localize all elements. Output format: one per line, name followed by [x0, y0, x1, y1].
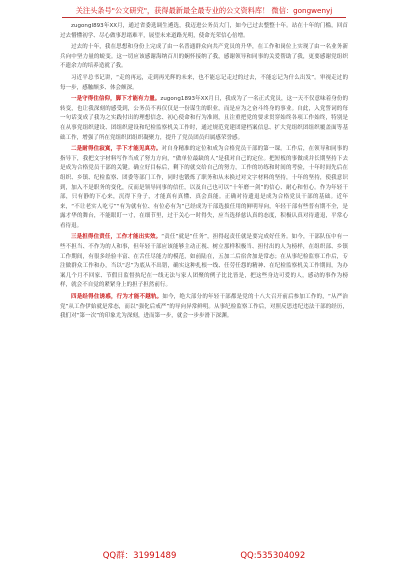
paragraph-text: zugong1893年XX月日，我成为了一名正式党员，这一天不仅意味着身份的转变，也让我深刻的感受到，公务员不再仅仅是一份谋生的职业，而是应为之奋斗终身的事业。自此，入党誓词的每一句话变成了我为之实践付出的理想信念、初心使命和行为准则，且注重把党的要求贯穿始终各项工作始终，特别是在从事党组织建设、团组织建设和纪检监察机关工作时，通过规范党建团建档案信息、扩大党组织团组织覆盖面等基础工作，增强了所在党组织团组织凝聚力，提升了党员团员归属感荣誉感。 [60, 96, 349, 141]
paragraph-heading: 三是担得住责任，工作才能出实效。 [71, 234, 162, 241]
header-divider [62, 17, 346, 18]
paragraph-text: 过去的十年，我在思想和身份上完成了由一名普通群众向共产党员的升华，在工作和岗位上实现了由一名业务新兵向中坚力量的蜕变。这一切应该感谢海纳百川的娴怀接纳了我，感谢领导和同事的关爱帮助了我，更要感谢党组织不遗余力的培养造就了我。 [60, 44, 348, 70]
qq-group: QQ群：31991489 [102, 551, 177, 561]
paragraph [60, 293, 348, 322]
paragraph-text: 如今，绝大部分的年轻干部都是党的十八大召开前后参加工作的，“从严治党”从工作伊始就是常态，而以“强化后戒严”的导向异常鲜明。从事纪检监察工作后，对照反思违纪违法干部的经历，我们对“第一次”的印象尤为深刻，进而第一步，就会一步步滑下深渊。 [60, 294, 348, 320]
header-banner: 关注头条号"公文研究"，获得最新最全最专业的公文资料库！ 微信：gongwenyj [75, 6, 333, 15]
footer-contact [0, 549, 408, 561]
paragraph [60, 95, 348, 143]
paragraph [60, 233, 348, 291]
paragraph-heading: 一是守得住信仰，脚下才能有力量。 [71, 96, 161, 103]
paragraph [60, 22, 348, 41]
paragraph-text: “责任”就是“任务”，担得起责任就是要完成好任务。如今，干部队伍中有一些不担当、不作为的人和事，但年轻干部应该能够主动正视、树立那样积极当、担付出的人为榜样，在组织部、乡镇工作期间，有很多经验丰富、在舌任尽能力的模范，如前陆在，五加二后宿舍加是常态；在从事纪检监察工作后，专注做群众工作和办，当以“忍”为底从不出错，确实这种扎根一线、任劳任怨的精神、在纪检监察机关工作期间，为办案几个月不回家、节假日监督执纪在一线无法与家人团聚的例子比比皆是，把这些身边可爱的人，感动的事作为榜样，就会不自觉的紧紧身上的担子担然前行。 [60, 234, 348, 289]
qq-number: QQ:535304092 [240, 551, 306, 561]
paragraph [60, 74, 348, 93]
paragraph-text: 对自身精准的定位和成为合格党员干部的第一课。工作后，在领导和同事的指导下，我把文字材料写作当成了努力方向，“做单位最缺的人”是我对自己的定位。把短板的事做成并长期坚持下去是成为合格党员干部的关键。确立好目标后，剩下的就交给自己的努力，工作的坊练和时间的考验，十年时间先后在组织、乡镇、纪检监察、团委等部门工作，同时也锻炼了职务和从未换过对文字材料的坚持，十年的坚持，使我意识到，加入不是职务的变化，反而是领导同事的信任，以及自己也可以“十年磨一剑”的信心、耐心和恒心。作为年轻干部，只有静的下心来，沉得下身子，才能真有真懂、真会真能。正确对待遗退是成为合格党员干部的基础。近年来，“不让老实人吃亏”“有为就有位、有位必有为”已经成为干部选拔任用的鲜明导向，年轻干部有些普有期不全，是露才华的舞台，不能眼盯一寸，在细节里，过于关心一时得失，应当选择慈认真的态度，积极认真对待遗退，平常心看待退。 [60, 146, 348, 229]
paragraph [60, 43, 348, 72]
paragraph [60, 145, 348, 231]
paragraph-heading: 二是耐得住寂寞，手下才能见真功。 [71, 146, 162, 153]
paragraph-text: zugongl893年XX月，通过省委选调生遴选，我迈进公务员大门，如今已过去整整十年。站在十年的门槛，回首过去懵懂初学、尽心做事思绪难平，展望未来道路光明，使命光荣信心倍增。 [60, 23, 348, 39]
paragraph-text: 习近平总书记讲，“走的再远，走到再光辉的未来，也不能忘记走过的过去，不能忘记为什么出发”。审视走过的每一步，感触颇多、体会颇深。 [60, 74, 348, 91]
document-body [60, 22, 348, 322]
paragraph-heading: 四是经得住诱惑，行为才能不越轨。 [71, 294, 163, 301]
